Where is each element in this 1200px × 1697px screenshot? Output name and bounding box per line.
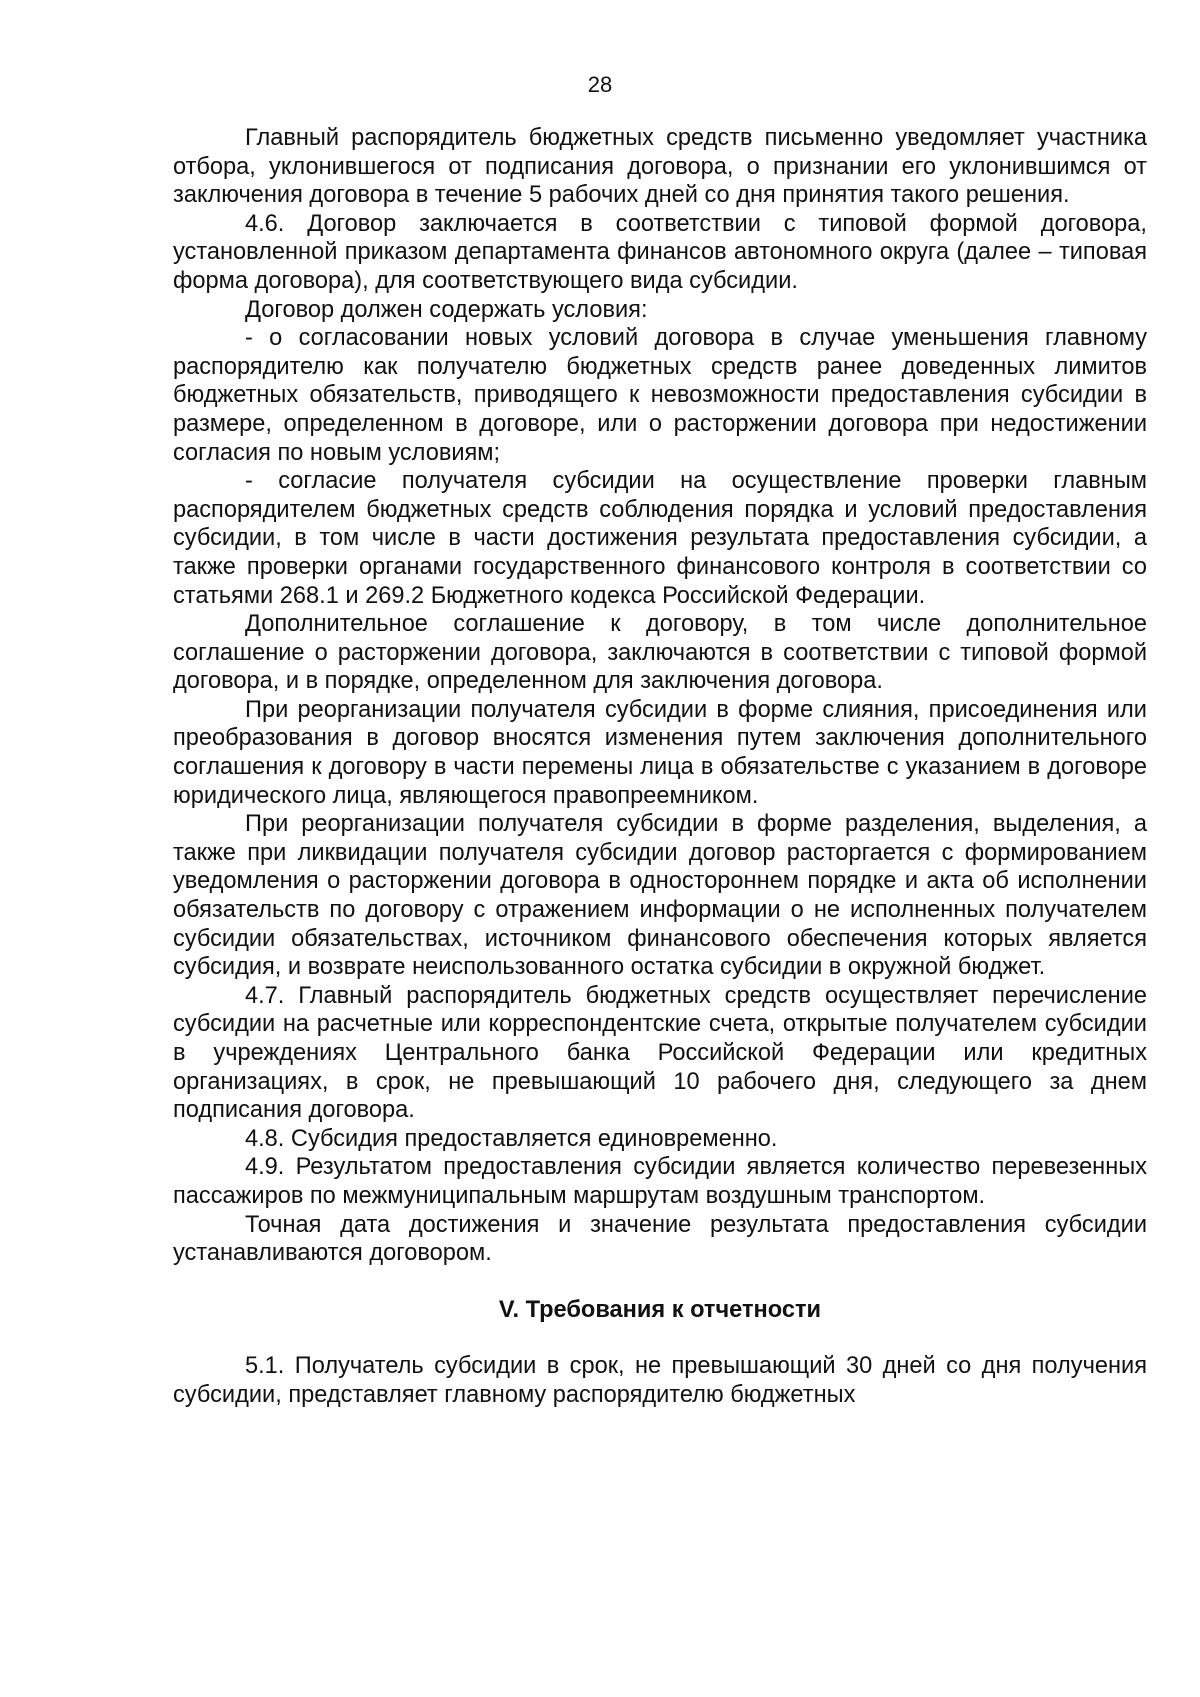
paragraph-conditions-intro: Договор должен содержать условия:	[245, 296, 648, 323]
paragraph-result-date: Точная дата достижения и значение результата предоставления субсидии устанавливаются договором.	[173, 1211, 1147, 1267]
paragraph-4-9: 4.9. Результатом предоставления субсидии является количество перевезенных пассажиров по межмуниципальным маршрутам воздушным транспортом.	[173, 1154, 1147, 1209]
paragraph-condition-1: - о согласовании новых условий договора в случае уменьшения главному распорядителю как получателю бюджетных средств ранее доведенных лимитов бюджетных обязательств, приводящего к невозможности предоставления субсидии в размере, определенном в договоре, или о расторжении договора при недостижении согласия по новым условиям;	[173, 325, 1147, 466]
paragraph-reorganization-division: При реорганизации получателя субсидии в форме разделения, выделения, а также при ликвидации получателя субсидии договор расторгается с формированием уведомления о расторжении договора в одностороннем порядке и акта об исполнении обязательств по договору с отражением информации о не исполненных получателем субсидии обязательствах, источником финансового обеспечения которых является субсидия, и возврате неиспользованного остатка субсидии в окружной бюджет.	[173, 811, 1147, 981]
paragraph-additional-agreement: Дополнительное соглашение к договору, в том числе дополнительное соглашение о расторжении договора, заключаются в соответствии с типовой формой договора, и в порядке, определенном для заключения договора.	[173, 611, 1147, 695]
page-number: 28	[587, 72, 613, 97]
section-heading: V. Требования к отчетности	[498, 1296, 822, 1323]
paragraph-4-7: 4.7. Главный распорядитель бюджетных средств осуществляет перечисление субсидии на расчетные или корреспондентские счета, открытые получателем субсидии в учреждениях Центрального банка Российской Федерации или кредитных организациях, в срок, не превышающий 10 рабочего дня, следующего за днем подписания договора.	[173, 982, 1147, 1124]
paragraph-5-1: 5.1. Получатель субсидии в срок, не превышающий 30 дней со дня получения субсидии, представляет главному распорядителю бюджетных	[173, 1353, 1147, 1408]
paragraph-4-8: 4.8. Субсидия предоставляется единовременно.	[245, 1125, 778, 1152]
paragraph-4-6: 4.6. Договор заключается в соответствии с типовой формой договора, установленной приказом департамента финансов автономного округа (далее – типовая форма договора), для соответствующего вида субсидии.	[173, 210, 1147, 294]
document-body	[173, 124, 1147, 1410]
paragraph-reorganization-merger: При реорганизации получателя субсидии в форме слияния, присоединения или преобразования в договор вносятся изменения путем заключения дополнительного соглашения к договору в части перемены лица в обязательстве с указанием в договоре юридического лица, являющегося правопреемником.	[173, 696, 1147, 809]
paragraph-notification: Главный распорядитель бюджетных средств письменно уведомляет участника отбора, уклонившегося от подписания договора, о признании его уклонившимся от заключения договора в течение 5 рабочих дней со дня принятия такого решения.	[173, 125, 1147, 209]
paragraph-condition-2: - согласие получателя субсидии на осуществление проверки главным распорядителем бюджетных средств соблюдения порядка и условий предоставления субсидии, в том числе в части достижения результата предоставления субсидии, а также проверки органами государственного финансового контроля в соответствии со статьями 268.1 и 269.2 Бюджетного кодекса Российской Федерации.	[173, 468, 1147, 609]
